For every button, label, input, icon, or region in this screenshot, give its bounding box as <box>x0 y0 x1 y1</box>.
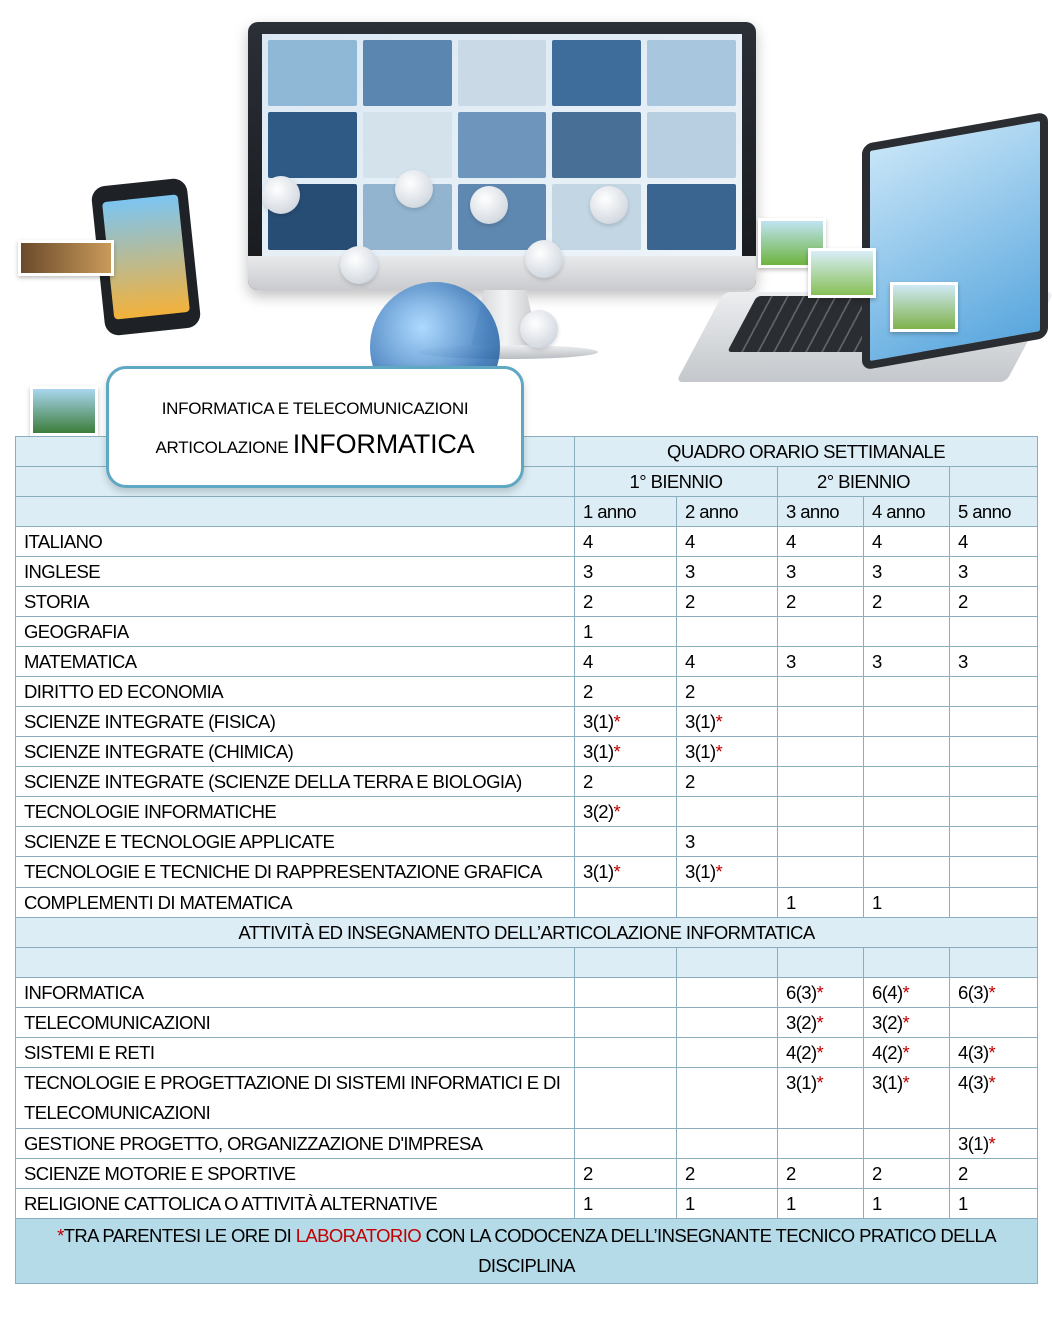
hours-cell <box>677 527 778 557</box>
hours-cell <box>778 888 864 918</box>
desktop-monitor-illustration <box>248 22 756 290</box>
subject-name: TECNOLOGIE INFORMATICHE <box>16 797 575 827</box>
screen-tile-image <box>363 40 452 106</box>
table-row <box>16 888 1038 918</box>
hours-value: 1 <box>583 621 593 642</box>
hours-value: 3 <box>786 651 796 672</box>
lab-marker: * <box>902 1072 910 1093</box>
screen-tile-image <box>552 112 641 178</box>
hours-cell <box>950 1038 1038 1068</box>
hours-cell <box>950 827 1038 857</box>
hours-value: 3(1) <box>958 1133 989 1154</box>
hours-cell <box>864 1008 950 1038</box>
hours-cell <box>864 767 950 797</box>
hours-cell <box>864 527 950 557</box>
hours-value: 3(1) <box>583 711 614 732</box>
subject-name: MATEMATICA <box>16 647 575 677</box>
subject-name: SCIENZE INTEGRATE (FISICA) <box>16 707 575 737</box>
hours-cell <box>677 617 778 647</box>
table-row <box>16 1008 1038 1038</box>
hours-cell <box>575 1008 677 1038</box>
hours-cell <box>677 707 778 737</box>
hours-cell <box>950 737 1038 767</box>
lab-marker: * <box>816 1072 824 1093</box>
film-strip-icon <box>18 240 114 276</box>
table-row <box>16 1038 1038 1068</box>
footnote-row <box>16 1219 1038 1284</box>
hours-value: 1 <box>583 1193 593 1214</box>
hours-cell <box>950 1159 1038 1189</box>
hours-value: 2 <box>685 681 695 702</box>
network-node-icon <box>470 186 508 224</box>
hours-value: 2 <box>958 1163 968 1184</box>
hours-cell <box>575 1068 677 1129</box>
table-row <box>16 767 1038 797</box>
hours-cell <box>677 587 778 617</box>
hours-value: 3(1) <box>583 861 614 882</box>
subject-name: SISTEMI E RETI <box>16 1038 575 1068</box>
hours-cell <box>575 827 677 857</box>
photo-card-icon <box>30 386 98 436</box>
hours-cell <box>575 1159 677 1189</box>
hours-cell <box>677 888 778 918</box>
hours-cell <box>950 767 1038 797</box>
hours-cell <box>575 857 677 888</box>
hours-cell <box>677 1038 778 1068</box>
hours-cell <box>677 557 778 587</box>
year-header: 4 anno <box>864 497 950 527</box>
lab-marker: * <box>613 741 621 762</box>
group-second-biennium: 2° BIENNIO <box>778 467 950 497</box>
hours-cell <box>575 1129 677 1159</box>
hours-cell <box>778 857 864 888</box>
lab-marker: * <box>902 1012 910 1033</box>
group-first-biennium: 1° BIENNIO <box>575 467 778 497</box>
subject-name: TECNOLOGIE E PROGETTAZIONE DI SISTEMI INFORMATICI E DI TELECOMUNICAZIONI <box>16 1068 575 1129</box>
title-line-2 <box>109 429 521 460</box>
hours-cell <box>950 617 1038 647</box>
hours-cell <box>950 797 1038 827</box>
hours-value: 4(3) <box>958 1042 989 1063</box>
empty-cell <box>778 948 864 978</box>
table-cell <box>16 497 575 527</box>
weekly-timetable <box>15 436 1038 1284</box>
hours-value: 1 <box>872 1193 882 1214</box>
hours-cell <box>677 978 778 1008</box>
lab-marker: * <box>988 1072 996 1093</box>
hours-cell <box>677 1129 778 1159</box>
year-header: 3 anno <box>778 497 864 527</box>
hours-cell <box>778 677 864 707</box>
hours-cell <box>778 587 864 617</box>
hours-cell <box>864 557 950 587</box>
subject-name: SCIENZE INTEGRATE (CHIMICA) <box>16 737 575 767</box>
hours-value: 2 <box>786 591 796 612</box>
hours-value: 2 <box>583 1163 593 1184</box>
hours-cell <box>864 797 950 827</box>
screen-tile-image <box>268 112 357 178</box>
subject-name: TECNOLOGIE E TECNICHE DI RAPPRESENTAZIONE GRAFICA <box>16 857 575 888</box>
hours-cell <box>950 677 1038 707</box>
hours-cell <box>778 707 864 737</box>
screen-tile-image <box>458 112 547 178</box>
hours-value: 3 <box>872 651 882 672</box>
hours-cell <box>950 557 1038 587</box>
screen-tile-image <box>268 40 357 106</box>
section-header-row <box>16 918 1038 948</box>
table-row <box>16 797 1038 827</box>
hours-cell <box>778 797 864 827</box>
hours-cell <box>778 647 864 677</box>
hours-cell <box>778 827 864 857</box>
hours-value: 3(1) <box>685 861 716 882</box>
hours-value: 2 <box>685 1163 695 1184</box>
subject-name: RELIGIONE CATTOLICA O ATTIVITÀ ALTERNATIVE <box>16 1189 575 1219</box>
screen-tile-image <box>363 112 452 178</box>
hours-cell <box>864 677 950 707</box>
hours-value: 1 <box>786 1193 796 1214</box>
table-row <box>16 1068 1038 1129</box>
empty-cell <box>864 948 950 978</box>
hours-value: 2 <box>583 771 593 792</box>
hours-cell <box>575 587 677 617</box>
hours-cell <box>575 617 677 647</box>
hours-cell <box>575 767 677 797</box>
hours-value: 2 <box>685 771 695 792</box>
lab-marker: * <box>816 1042 824 1063</box>
table-row <box>16 1129 1038 1159</box>
hours-cell <box>864 707 950 737</box>
hours-value: 4 <box>685 531 695 552</box>
hours-cell <box>864 857 950 888</box>
hours-cell <box>575 677 677 707</box>
hours-cell <box>677 857 778 888</box>
subject-name: COMPLEMENTI DI MATEMATICA <box>16 888 575 918</box>
subject-name: STORIA <box>16 587 575 617</box>
hours-value: 1 <box>786 892 796 913</box>
subject-name: SCIENZE MOTORIE E SPORTIVE <box>16 1159 575 1189</box>
hours-value: 3 <box>685 831 695 852</box>
hours-value: 1 <box>958 1193 968 1214</box>
hours-value: 4 <box>786 531 796 552</box>
hours-cell <box>864 1068 950 1129</box>
table-row <box>16 857 1038 888</box>
subject-name: TELECOMUNICAZIONI <box>16 1008 575 1038</box>
title-main: INFORMATICA <box>292 429 475 459</box>
hours-cell <box>677 1008 778 1038</box>
network-node-icon <box>590 186 628 224</box>
hours-cell <box>950 888 1038 918</box>
hours-cell <box>575 707 677 737</box>
hours-cell <box>575 647 677 677</box>
lab-marker: * <box>613 711 621 732</box>
hours-cell <box>864 1129 950 1159</box>
hours-cell <box>575 527 677 557</box>
lab-marker: * <box>988 1133 996 1154</box>
hours-cell <box>575 557 677 587</box>
hours-value: 3 <box>583 561 593 582</box>
hours-cell <box>864 617 950 647</box>
timetable-header: QUADRO ORARIO SETTIMANALE <box>575 437 1038 467</box>
hours-value: 3 <box>958 561 968 582</box>
hours-cell <box>950 707 1038 737</box>
subject-name: GESTIONE PROGETTO, ORGANIZZAZIONE D'IMPRESA <box>16 1129 575 1159</box>
hours-cell <box>778 737 864 767</box>
screen-tile-image <box>647 40 736 106</box>
footnote-highlight: LABORATORIO <box>295 1225 422 1246</box>
lab-marker: * <box>988 982 996 1003</box>
hours-cell <box>677 1189 778 1219</box>
hours-value: 4 <box>685 651 695 672</box>
footnote-text: CON LA CODOCENZA DELL’INSEGNANTE TECNICO PRATICO DELLA DISCIPLINA <box>421 1225 996 1276</box>
hours-cell <box>575 1189 677 1219</box>
table-row <box>16 978 1038 1008</box>
table-row <box>16 1189 1038 1219</box>
hours-cell <box>864 737 950 767</box>
photo-card-icon <box>890 282 958 332</box>
hours-cell <box>677 1068 778 1129</box>
lab-marker: * <box>715 861 723 882</box>
table-row <box>16 527 1038 557</box>
hours-cell <box>864 587 950 617</box>
hours-cell <box>778 1159 864 1189</box>
hours-value: 4(3) <box>958 1072 989 1093</box>
table-row <box>16 737 1038 767</box>
hours-cell <box>864 1159 950 1189</box>
lab-marker: * <box>715 741 723 762</box>
hours-cell <box>864 888 950 918</box>
empty-cell <box>16 948 575 978</box>
network-node-icon <box>262 176 300 214</box>
hours-value: 3(1) <box>583 741 614 762</box>
hours-cell <box>864 827 950 857</box>
lab-marker: * <box>902 1042 910 1063</box>
lab-marker: * <box>988 1042 996 1063</box>
hours-cell <box>950 1129 1038 1159</box>
hours-cell <box>778 1008 864 1038</box>
hours-cell <box>778 1129 864 1159</box>
subject-name: INFORMATICA <box>16 978 575 1008</box>
network-node-icon <box>340 246 378 284</box>
table-row <box>16 647 1038 677</box>
hours-cell <box>778 978 864 1008</box>
footnote-text: TRA PARENTESI LE ORE DI <box>63 1225 296 1246</box>
hours-cell <box>950 1008 1038 1038</box>
screen-tile-image <box>552 40 641 106</box>
hours-value: 3 <box>958 651 968 672</box>
spacer-row <box>16 948 1038 978</box>
hours-cell <box>677 797 778 827</box>
hours-value: 3(1) <box>685 741 716 762</box>
hours-cell <box>864 1038 950 1068</box>
hours-cell <box>950 527 1038 557</box>
network-node-icon <box>395 170 433 208</box>
screen-tile-image <box>647 184 736 250</box>
subject-name: ITALIANO <box>16 527 575 557</box>
hours-value: 4 <box>958 531 968 552</box>
section-header: ATTIVITÀ ED INSEGNAMENTO DELL’ARTICOLAZIONE INFORMTATICA <box>16 918 1038 948</box>
table-row <box>16 557 1038 587</box>
table-row <box>16 827 1038 857</box>
subject-name: DIRITTO ED ECONOMIA <box>16 677 575 707</box>
hours-value: 4(2) <box>786 1042 817 1063</box>
hours-value: 4 <box>583 531 593 552</box>
screen-tile-image <box>458 40 547 106</box>
hours-cell <box>575 888 677 918</box>
hours-cell <box>778 1038 864 1068</box>
hours-value: 4 <box>583 651 593 672</box>
table-cell <box>950 467 1038 497</box>
hours-value: 1 <box>685 1193 695 1214</box>
subject-name: SCIENZE E TECNOLOGIE APPLICATE <box>16 827 575 857</box>
hours-value: 6(4) <box>872 982 903 1003</box>
hours-value: 4(2) <box>872 1042 903 1063</box>
empty-cell <box>677 948 778 978</box>
hours-cell <box>677 677 778 707</box>
lab-marker: * <box>816 1012 824 1033</box>
screen-tile-image <box>647 112 736 178</box>
lab-marker: * <box>715 711 723 732</box>
hours-cell <box>950 1068 1038 1129</box>
network-node-icon <box>525 240 563 278</box>
year-header: 1 anno <box>575 497 677 527</box>
subject-name: SCIENZE INTEGRATE (SCIENZE DELLA TERRA E BIOLOGIA) <box>16 767 575 797</box>
hours-cell <box>864 978 950 1008</box>
hours-cell <box>575 797 677 827</box>
title-callout <box>106 366 524 488</box>
table-years-row <box>16 497 1038 527</box>
title-prefix: ARTICOLAZIONE <box>155 438 289 457</box>
hours-cell <box>778 767 864 797</box>
hours-cell <box>778 1189 864 1219</box>
hours-value: 3 <box>685 561 695 582</box>
hours-cell <box>864 1189 950 1219</box>
hours-cell <box>575 1038 677 1068</box>
hours-value: 3(1) <box>786 1072 817 1093</box>
table-row <box>16 587 1038 617</box>
empty-cell <box>950 948 1038 978</box>
hours-value: 3(1) <box>685 711 716 732</box>
lab-marker: * <box>816 982 824 1003</box>
hours-value: 2 <box>786 1163 796 1184</box>
hours-cell <box>778 557 864 587</box>
hours-cell <box>778 527 864 557</box>
lab-marker: * <box>613 861 621 882</box>
hours-value: 3(2) <box>583 801 614 822</box>
hours-cell <box>950 978 1038 1008</box>
hours-value: 6(3) <box>786 982 817 1003</box>
hours-value: 2 <box>958 591 968 612</box>
table-row <box>16 1159 1038 1189</box>
hours-value: 2 <box>872 1163 882 1184</box>
hours-cell <box>677 827 778 857</box>
hours-value: 2 <box>685 591 695 612</box>
lab-marker: * <box>902 982 910 1003</box>
hours-cell <box>864 647 950 677</box>
hours-value: 6(3) <box>958 982 989 1003</box>
table-row <box>16 707 1038 737</box>
hours-cell <box>950 857 1038 888</box>
subject-name: INGLESE <box>16 557 575 587</box>
hours-value: 3(1) <box>872 1072 903 1093</box>
hours-value: 4 <box>872 531 882 552</box>
hours-value: 2 <box>583 681 593 702</box>
hours-value: 3(2) <box>786 1012 817 1033</box>
hours-cell <box>575 737 677 767</box>
hours-value: 3 <box>872 561 882 582</box>
hours-cell <box>950 1189 1038 1219</box>
hours-cell <box>778 617 864 647</box>
hours-cell <box>677 647 778 677</box>
year-header: 2 anno <box>677 497 778 527</box>
hours-cell <box>575 978 677 1008</box>
subject-name: GEOGRAFIA <box>16 617 575 647</box>
photo-card-icon <box>808 248 876 298</box>
hours-cell <box>950 587 1038 617</box>
table-row <box>16 677 1038 707</box>
hours-value: 2 <box>872 591 882 612</box>
hours-cell <box>677 1159 778 1189</box>
footnote-star: * <box>57 1225 64 1246</box>
year-header: 5 anno <box>950 497 1038 527</box>
table-row <box>16 617 1038 647</box>
hours-cell <box>778 1068 864 1129</box>
hours-cell <box>950 647 1038 677</box>
network-node-icon <box>520 310 558 348</box>
hours-cell <box>677 767 778 797</box>
footnote <box>16 1219 1038 1284</box>
hours-cell <box>677 737 778 767</box>
hours-value: 2 <box>583 591 593 612</box>
hours-value: 1 <box>872 892 882 913</box>
title-line-1: INFORMATICA E TELECOMUNICAZIONI <box>161 399 469 418</box>
hours-value: 3(2) <box>872 1012 903 1033</box>
lab-marker: * <box>613 801 621 822</box>
empty-cell <box>575 948 677 978</box>
hours-value: 3 <box>786 561 796 582</box>
